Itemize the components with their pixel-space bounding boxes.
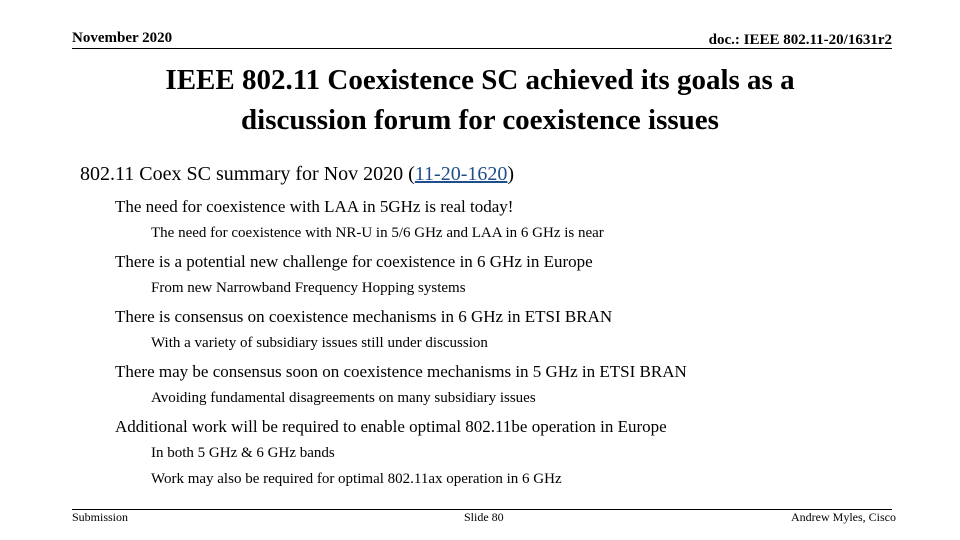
bullet-additional-work-11be: Additional work will be required to enable optimal 802.11be operation in Europe xyxy=(115,417,667,436)
footer-submission: Submission xyxy=(72,510,129,524)
bullet-coexistence-laa-5ghz: The need for coexistence with LAA in 5GHz is real today! xyxy=(115,197,514,216)
header-date: November 2020 xyxy=(72,30,173,46)
sub-bullet-narrowband-fh: From new Narrowband Frequency Hopping systems xyxy=(151,280,466,296)
header-divider xyxy=(72,48,892,49)
sub-bullet-11ax-6ghz: Work may also be required for optimal 802.11ax operation in 6 GHz xyxy=(151,471,562,487)
slide-title-line-2: discussion forum for coexistence issues xyxy=(241,104,719,136)
sub-bullet-avoiding-disagreements: Avoiding fundamental disagreements on many subsidiary issues xyxy=(151,390,536,406)
summary-heading xyxy=(80,163,514,186)
slide-title xyxy=(60,60,900,140)
bullet-consensus-5ghz: There may be consensus soon on coexistence mechanisms in 5 GHz in ETSI BRAN xyxy=(115,362,687,381)
footer-author: Andrew Myles, Cisco xyxy=(791,510,896,524)
footer-slide-number: Slide 80 xyxy=(464,510,504,524)
bullet-consensus-6ghz: There is consensus on coexistence mechanisms in 6 GHz in ETSI BRAN xyxy=(115,307,613,326)
bullet-6ghz-europe-challenge: There is a potential new challenge for coexistence in 6 GHz in Europe xyxy=(115,252,593,271)
summary-prefix: 802.11 Coex SC summary for Nov 2020 ( xyxy=(80,163,415,185)
summary-suffix: ) xyxy=(507,163,515,185)
slide-title-line-1: IEEE 802.11 Coexistence SC achieved its goals as a xyxy=(165,64,795,96)
header-doc-id: doc.: IEEE 802.11-20/1631r2 xyxy=(708,32,892,48)
sub-bullet-subsidiary-issues: With a variety of subsidiary issues still under discussion xyxy=(151,335,488,351)
sub-bullet-nru-laa: The need for coexistence with NR-U in 5/6 GHz and LAA in 6 GHz is near xyxy=(151,225,604,241)
sub-bullet-both-bands: In both 5 GHz & 6 GHz bands xyxy=(151,445,335,461)
summary-doc-link[interactable]: 11-20-1620 xyxy=(414,163,508,185)
